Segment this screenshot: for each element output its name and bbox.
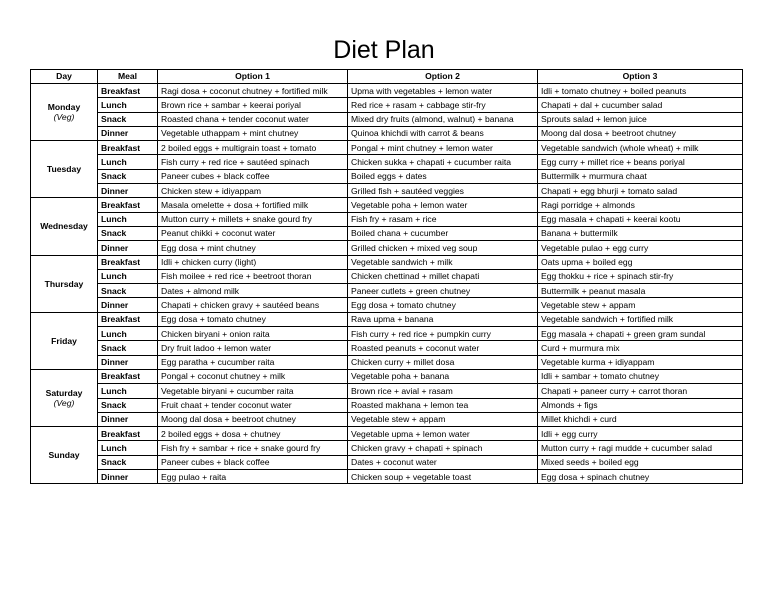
table-row (31, 141, 743, 155)
table-row (31, 255, 743, 269)
option-3-cell: Idli + sambar + tomato chutney (538, 369, 743, 383)
option-1-cell: Chicken biryani + onion raita (158, 327, 348, 341)
option-1-cell: Egg paratha + cucumber raita (158, 355, 348, 369)
option-3-cell: Ragi porridge + almonds (538, 198, 743, 212)
table-row (31, 298, 743, 312)
day-name: Thursday (44, 278, 84, 289)
option-2-cell: Upma with vegetables + lemon water (348, 84, 538, 98)
option-2-cell: Chicken chettinad + millet chapati (348, 269, 538, 283)
meal-cell: Lunch (98, 384, 158, 398)
option-3-cell: Idli + tomato chutney + boiled peanuts (538, 84, 743, 98)
table-row (31, 355, 743, 369)
option-2-cell: Fish fry + rasam + rice (348, 212, 538, 226)
option-1-cell: 2 boiled eggs + dosa + chutney (158, 427, 348, 441)
option-1-cell: Fish fry + sambar + rice + snake gourd fry (158, 441, 348, 455)
option-1-cell: 2 boiled eggs + multigrain toast + tomato (158, 141, 348, 155)
option-1-cell: Mutton curry + millets + snake gourd fry (158, 212, 348, 226)
day-name: Monday (47, 101, 81, 112)
option-2-cell: Vegetable poha + lemon water (348, 198, 538, 212)
meal-cell: Lunch (98, 212, 158, 226)
meal-cell: Lunch (98, 327, 158, 341)
option-2-cell: Chicken soup + vegetable toast (348, 470, 538, 484)
meal-cell: Breakfast (98, 84, 158, 98)
day-name: Saturday (45, 387, 83, 398)
meal-cell: Snack (98, 226, 158, 240)
table-row (31, 84, 743, 98)
option-3-cell: Vegetable kurma + idiyappam (538, 355, 743, 369)
option-2-cell: Boiled eggs + dates (348, 169, 538, 183)
option-3-cell: Vegetable pulao + egg curry (538, 241, 743, 255)
option-1-cell: Egg pulao + raita (158, 470, 348, 484)
option-2-cell: Chicken sukka + chapati + cucumber raita (348, 155, 538, 169)
option-1-cell: Chicken stew + idiyappam (158, 184, 348, 198)
meal-cell: Snack (98, 455, 158, 469)
option-2-cell: Vegetable upma + lemon water (348, 427, 538, 441)
option-1-cell: Moong dal dosa + beetroot chutney (158, 412, 348, 426)
option-1-cell: Pongal + coconut chutney + milk (158, 369, 348, 383)
page-title: Diet Plan (333, 36, 435, 64)
table-row (31, 384, 743, 398)
header-meal: Meal (98, 70, 158, 84)
meal-cell: Breakfast (98, 369, 158, 383)
day-name: Wednesday (40, 221, 88, 232)
table-row (31, 226, 743, 240)
table-row (31, 441, 743, 455)
header-row (31, 70, 743, 84)
option-3-cell: Idli + egg curry (538, 427, 743, 441)
table-row (31, 470, 743, 484)
day-cell (31, 84, 98, 141)
option-3-cell: Curd + murmura mix (538, 341, 743, 355)
meal-cell: Lunch (98, 155, 158, 169)
day-name: Friday (51, 335, 77, 346)
meal-cell: Dinner (98, 126, 158, 140)
table-row (31, 112, 743, 126)
option-1-cell: Roasted chana + tender coconut water (158, 112, 348, 126)
table-row (31, 412, 743, 426)
meal-cell: Breakfast (98, 198, 158, 212)
option-2-cell: Chicken gravy + chapati + spinach (348, 441, 538, 455)
meal-cell: Dinner (98, 412, 158, 426)
option-1-cell: Fruit chaat + tender coconut water (158, 398, 348, 412)
option-1-cell: Vegetable uthappam + mint chutney (158, 126, 348, 140)
day-name: Tuesday (46, 164, 82, 175)
meal-cell: Lunch (98, 269, 158, 283)
option-2-cell: Red rice + rasam + cabbage stir-fry (348, 98, 538, 112)
option-3-cell: Moong dal dosa + beetroot chutney (538, 126, 743, 140)
day-cell (31, 198, 98, 255)
option-2-cell: Grilled chicken + mixed veg soup (348, 241, 538, 255)
table-row (31, 398, 743, 412)
option-2-cell: Vegetable poha + banana (348, 369, 538, 383)
option-1-cell: Brown rice + sambar + keerai poriyal (158, 98, 348, 112)
option-1-cell: Paneer cubes + black coffee (158, 169, 348, 183)
option-2-cell: Brown rice + avial + rasam (348, 384, 538, 398)
meal-cell: Snack (98, 112, 158, 126)
option-2-cell: Egg dosa + tomato chutney (348, 298, 538, 312)
option-2-cell: Rava upma + banana (348, 312, 538, 326)
day-note: (Veg) (53, 398, 75, 409)
table-row (31, 427, 743, 441)
meal-cell: Snack (98, 169, 158, 183)
table-row (31, 155, 743, 169)
table-row (31, 455, 743, 469)
option-3-cell: Banana + buttermilk (538, 226, 743, 240)
option-3-cell: Chapati + paneer curry + carrot thoran (538, 384, 743, 398)
option-2-cell: Dates + coconut water (348, 455, 538, 469)
option-3-cell: Egg masala + chapati + green gram sundal (538, 327, 743, 341)
plan-body (31, 84, 743, 484)
table-row (31, 198, 743, 212)
option-1-cell: Fish curry + red rice + sautéed spinach (158, 155, 348, 169)
meal-cell: Lunch (98, 441, 158, 455)
option-2-cell: Paneer cutlets + green chutney (348, 284, 538, 298)
option-1-cell: Dry fruit ladoo + lemon water (158, 341, 348, 355)
option-3-cell: Sprouts salad + lemon juice (538, 112, 743, 126)
option-2-cell: Roasted makhana + lemon tea (348, 398, 538, 412)
day-cell (31, 369, 98, 426)
meal-cell: Snack (98, 341, 158, 355)
day-cell (31, 255, 98, 312)
option-3-cell: Millet khichdi + curd (538, 412, 743, 426)
option-3-cell: Mixed seeds + boiled egg (538, 455, 743, 469)
header-option-3: Option 3 (538, 70, 743, 84)
option-3-cell: Egg masala + chapati + keerai kootu (538, 212, 743, 226)
table-row (31, 98, 743, 112)
meal-cell: Lunch (98, 98, 158, 112)
option-3-cell: Buttermilk + murmura chaat (538, 169, 743, 183)
option-3-cell: Egg curry + millet rice + beans poriyal (538, 155, 743, 169)
option-3-cell: Egg dosa + spinach chutney (538, 470, 743, 484)
day-cell (31, 312, 98, 369)
option-3-cell: Buttermilk + peanut masala (538, 284, 743, 298)
meal-cell: Dinner (98, 241, 158, 255)
option-1-cell: Masala omelette + dosa + fortified milk (158, 198, 348, 212)
header-option-2: Option 2 (348, 70, 538, 84)
table-row (31, 341, 743, 355)
option-1-cell: Fish moilee + red rice + beetroot thoran (158, 269, 348, 283)
option-1-cell: Idli + chicken curry (light) (158, 255, 348, 269)
option-3-cell: Chapati + dal + cucumber salad (538, 98, 743, 112)
option-2-cell: Pongal + mint chutney + lemon water (348, 141, 538, 155)
meal-cell: Dinner (98, 298, 158, 312)
option-1-cell: Dates + almond milk (158, 284, 348, 298)
meal-cell: Breakfast (98, 255, 158, 269)
option-3-cell: Vegetable stew + appam (538, 298, 743, 312)
option-3-cell: Vegetable sandwich (whole wheat) + milk (538, 141, 743, 155)
meal-cell: Snack (98, 398, 158, 412)
meal-cell: Breakfast (98, 427, 158, 441)
option-2-cell: Quinoa khichdi with carrot & beans (348, 126, 538, 140)
meal-cell: Breakfast (98, 141, 158, 155)
option-2-cell: Boiled chana + cucumber (348, 226, 538, 240)
option-3-cell: Oats upma + boiled egg (538, 255, 743, 269)
option-1-cell: Egg dosa + tomato chutney (158, 312, 348, 326)
option-3-cell: Almonds + figs (538, 398, 743, 412)
option-3-cell: Chapati + egg bhurji + tomato salad (538, 184, 743, 198)
option-2-cell: Fish curry + red rice + pumpkin curry (348, 327, 538, 341)
table-row (31, 169, 743, 183)
table-row (31, 312, 743, 326)
option-2-cell: Vegetable sandwich + milk (348, 255, 538, 269)
day-cell (31, 427, 98, 484)
diet-plan-table (30, 69, 743, 484)
option-2-cell: Roasted peanuts + coconut water (348, 341, 538, 355)
option-3-cell: Vegetable sandwich + fortified milk (538, 312, 743, 326)
table-row (31, 184, 743, 198)
table-row (31, 241, 743, 255)
day-name: Sunday (48, 450, 80, 461)
table-row (31, 327, 743, 341)
meal-cell: Dinner (98, 470, 158, 484)
option-3-cell: Mutton curry + ragi mudde + cucumber salad (538, 441, 743, 455)
option-2-cell: Mixed dry fruits (almond, walnut) + banana (348, 112, 538, 126)
option-3-cell: Egg thokku + rice + spinach stir-fry (538, 269, 743, 283)
table-row (31, 369, 743, 383)
table-row (31, 126, 743, 140)
option-2-cell: Grilled fish + sautéed veggies (348, 184, 538, 198)
option-2-cell: Chicken curry + millet dosa (348, 355, 538, 369)
option-1-cell: Egg dosa + mint chutney (158, 241, 348, 255)
table-row (31, 269, 743, 283)
option-2-cell: Vegetable stew + appam (348, 412, 538, 426)
meal-cell: Dinner (98, 355, 158, 369)
meal-cell: Dinner (98, 184, 158, 198)
meal-cell: Snack (98, 284, 158, 298)
option-1-cell: Ragi dosa + coconut chutney + fortified milk (158, 84, 348, 98)
option-1-cell: Peanut chikki + coconut water (158, 226, 348, 240)
option-1-cell: Vegetable biryani + cucumber raita (158, 384, 348, 398)
option-1-cell: Chapati + chicken gravy + sautéed beans (158, 298, 348, 312)
option-1-cell: Paneer cubes + black coffee (158, 455, 348, 469)
table-row (31, 284, 743, 298)
header-option-1: Option 1 (158, 70, 348, 84)
day-cell (31, 141, 98, 198)
table-row (31, 212, 743, 226)
day-note: (Veg) (53, 112, 75, 123)
header-day: Day (31, 70, 98, 84)
meal-cell: Breakfast (98, 312, 158, 326)
